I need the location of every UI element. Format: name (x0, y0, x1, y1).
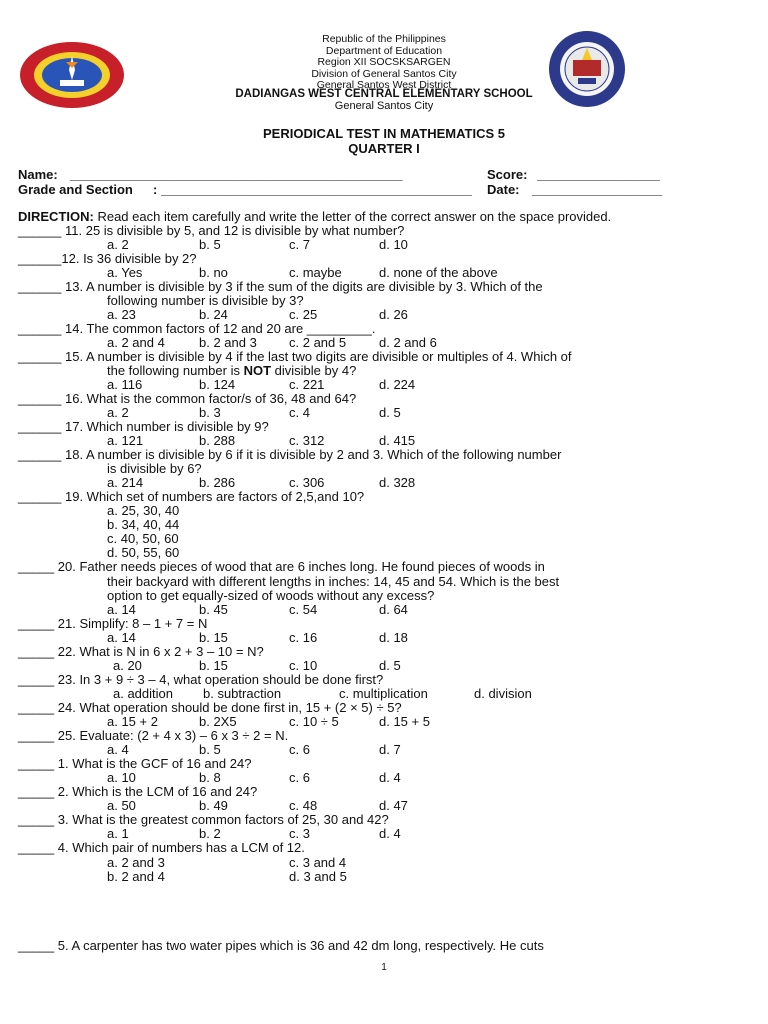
q11-option-c: c. 7 (289, 237, 310, 252)
q15-option-b: b. 124 (199, 377, 236, 392)
q13-option-d: d. 26 (379, 307, 408, 322)
question-22: _____ 22. What is N in 6 x 2 + 3 – 10 = N? (18, 644, 264, 659)
q2-option-d: d. 47 (379, 798, 408, 813)
q22-option-b: b. 15 (199, 658, 228, 673)
q4-option-d: d. 3 and 5 (289, 869, 347, 884)
question-20-cont-2: option to get equally-sized of woods without any excess? (107, 588, 435, 603)
q17-option-c: c. 312 (289, 433, 325, 448)
question-20: _____ 20. Father needs pieces of wood that are 6 inches long. He found pieces of woods in (18, 559, 545, 574)
q14-option-d: d. 2 and 6 (379, 335, 437, 350)
question-19: ______ 19. Which set of numbers are factors of 2,5,and 10? (18, 489, 365, 504)
grade-section-label: Grade and Section (18, 182, 133, 197)
q12-option-a: a. Yes (107, 265, 143, 280)
page-subtitle: QUARTER I (348, 141, 420, 156)
direction-text: Read each item carefully and write the letter of the correct answer on the space provided. (93, 209, 612, 224)
question-15: ______ 15. A number is divisible by 4 if the last two digits are divisible or multiples of 4. Which of (18, 349, 572, 364)
q22-option-d: d. 5 (379, 658, 401, 673)
header-line-3: Region XII SOCSKSARGEN (317, 56, 451, 68)
question-11: ______ 11. 25 is divisible by 5, and 12 is divisible by what number? (18, 223, 405, 238)
school-name: DADIANGAS WEST CENTRAL ELEMENTARY SCHOOL (235, 88, 533, 100)
header-line-5: General Santos West District (316, 79, 452, 91)
q24-option-d: d. 15 + 5 (379, 714, 430, 729)
q17-option-a: a. 121 (107, 433, 144, 448)
q15-option-c: c. 221 (289, 377, 325, 392)
question-16: ______ 16. What is the common factor/s of 36, 48 and 64? (18, 391, 357, 406)
q23-option-c: c. multiplication (339, 686, 428, 701)
direction-label: DIRECTION: (18, 209, 94, 224)
q14-option-c: c. 2 and 5 (289, 335, 347, 350)
q2-option-c: c. 48 (289, 798, 318, 813)
question-13-cont: following number is divisible by 3? (107, 293, 304, 308)
question-17: ______ 17. Which number is divisible by 9? (18, 419, 269, 434)
question-13: ______ 13. A number is divisible by 3 if the sum of the digits are divisible by 3. Which of the (18, 279, 543, 294)
question-4: _____ 4. Which pair of numbers has a LCM of 12. (18, 840, 305, 855)
q16-option-a: a. 2 (107, 405, 129, 420)
q19-option-b: b. 34, 40, 44 (107, 517, 180, 532)
q23-option-b: b. subtraction (203, 686, 282, 701)
q19-option-a: a. 25, 30, 40 (107, 503, 180, 518)
header-line-2: Department of Education (325, 44, 443, 57)
q11-option-b: b. 5 (199, 237, 221, 252)
date-field[interactable]: __________________ (532, 182, 663, 197)
date-label: Date: (487, 182, 520, 197)
q4-option-b: b. 2 and 4 (107, 869, 165, 884)
question-24: _____ 24. What operation should be done first in, 15 + (2 × 5) ÷ 5? (18, 700, 402, 715)
q1-option-a: a. 10 (107, 770, 136, 785)
q1-option-b: b. 8 (199, 770, 221, 785)
q13-option-b: b. 24 (199, 307, 228, 322)
q21-option-a: a. 14 (107, 630, 136, 645)
question-3: _____ 3. What is the greatest common factors of 25, 30 and 42? (18, 812, 389, 827)
q20-option-c: c. 54 (289, 602, 318, 617)
q12-option-d: d. none of the above (379, 265, 498, 280)
direction (18, 210, 611, 224)
q15-text-a: the following number is (107, 363, 244, 378)
q3-option-b: b. 2 (199, 826, 221, 841)
city: General Santos City (334, 100, 434, 112)
q4-option-c: c. 3 and 4 (289, 855, 347, 870)
question-1: _____ 1. What is the GCF of 16 and 24? (18, 756, 252, 771)
q24-option-a: a. 15 + 2 (107, 714, 158, 729)
q11-option-d: d. 10 (379, 237, 408, 252)
q3-option-c: c. 3 (289, 826, 310, 841)
q14-option-b: b. 2 and 3 (199, 335, 257, 350)
q23-option-d: d. division (474, 686, 532, 701)
grade-section-field[interactable]: : ___________________________________________ (153, 182, 472, 197)
q17-option-d: d. 415 (379, 433, 416, 448)
q12-option-b: b. no (199, 265, 228, 280)
q24-option-b: b. 2X5 (199, 714, 237, 729)
page-title: PERIODICAL TEST IN MATHEMATICS 5 (263, 126, 505, 141)
question-20-cont-1: their backyard with different lengths in inches: 14, 45 and 54. Which is the best (107, 574, 560, 589)
page-number: 1 (381, 962, 387, 973)
score-label: Score: (487, 167, 528, 182)
q11-option-a: a. 2 (107, 237, 129, 252)
name-field[interactable]: ______________________________________________ (70, 167, 403, 182)
q2-option-b: b. 49 (199, 798, 228, 813)
q1-option-c: c. 6 (289, 770, 310, 785)
q18-option-a: a. 214 (107, 475, 144, 490)
score-field[interactable]: _________________ (537, 167, 660, 182)
question-5: _____ 5. A carpenter has two water pipes which is 36 and 42 dm long, respectively. He cuts (18, 938, 544, 953)
q22-option-c: c. 10 (289, 658, 318, 673)
q23-option-a: a. addition (113, 686, 173, 701)
q16-option-d: d. 5 (379, 405, 401, 420)
q21-option-b: b. 15 (199, 630, 228, 645)
q3-option-a: a. 1 (107, 826, 129, 841)
q20-option-d: d. 64 (379, 602, 408, 617)
q19-option-d: d. 50, 55, 60 (107, 545, 180, 560)
q15-text-c: divisible by 4? (271, 363, 357, 378)
question-25: _____ 25. Evaluate: (2 + 4 x 3) – 6 x 3 ÷ 2 = N. (18, 728, 289, 743)
q22-option-a: a. 20 (113, 658, 142, 673)
q3-option-d: d. 4 (379, 826, 401, 841)
question-15-cont (107, 364, 356, 378)
q12-option-c: c. maybe (289, 265, 342, 280)
q19-option-c: c. 40, 50, 60 (107, 531, 179, 546)
q14-option-a: a. 2 and 4 (107, 335, 165, 350)
q20-option-b: b. 45 (199, 602, 228, 617)
q17-option-b: b. 288 (199, 433, 236, 448)
question-18: ______ 18. A number is divisible by 6 if it is divisible by 2 and 3. Which of the following number (18, 447, 562, 462)
question-2: _____ 2. Which is the LCM of 16 and 24? (18, 784, 258, 799)
q25-option-c: c. 6 (289, 742, 310, 757)
q13-option-c: c. 25 (289, 307, 318, 322)
question-12: ______12. Is 36 divisible by 2? (18, 251, 197, 266)
header-line-1: Republic of the Philippines (322, 33, 446, 45)
q21-option-c: c. 16 (289, 630, 318, 645)
q18-option-d: d. 328 (379, 475, 416, 490)
q15-option-a: a. 116 (107, 377, 143, 392)
q4-option-a: a. 2 and 3 (107, 855, 165, 870)
question-21: _____ 21. Simplify: 8 – 1 + 7 = N (18, 616, 208, 631)
question-14: ______ 14. The common factors of 12 and 20 are _________. (18, 321, 376, 336)
question-18-cont: is divisible by 6? (107, 461, 202, 476)
q16-option-b: b. 3 (199, 405, 221, 420)
q18-option-b: b. 286 (199, 475, 236, 490)
q15-option-d: d. 224 (379, 377, 416, 392)
q25-option-a: a. 4 (107, 742, 129, 757)
q21-option-d: d. 18 (379, 630, 408, 645)
q20-option-a: a. 14 (107, 602, 136, 617)
q15-emphasis: NOT (243, 363, 272, 378)
q25-option-b: b. 5 (199, 742, 221, 757)
q24-option-c: c. 10 ÷ 5 (289, 714, 339, 729)
q13-option-a: a. 23 (107, 307, 136, 322)
q18-option-c: c. 306 (289, 475, 325, 490)
question-23: _____ 23. In 3 + 9 ÷ 3 – 4, what operation should be done first? (18, 672, 384, 687)
q25-option-d: d. 7 (379, 742, 401, 757)
q16-option-c: c. 4 (289, 405, 310, 420)
q1-option-d: d. 4 (379, 770, 401, 785)
header-line-4: Division of General Santos City (311, 67, 457, 80)
name-label: Name: (18, 167, 58, 182)
q2-option-a: a. 50 (107, 798, 136, 813)
